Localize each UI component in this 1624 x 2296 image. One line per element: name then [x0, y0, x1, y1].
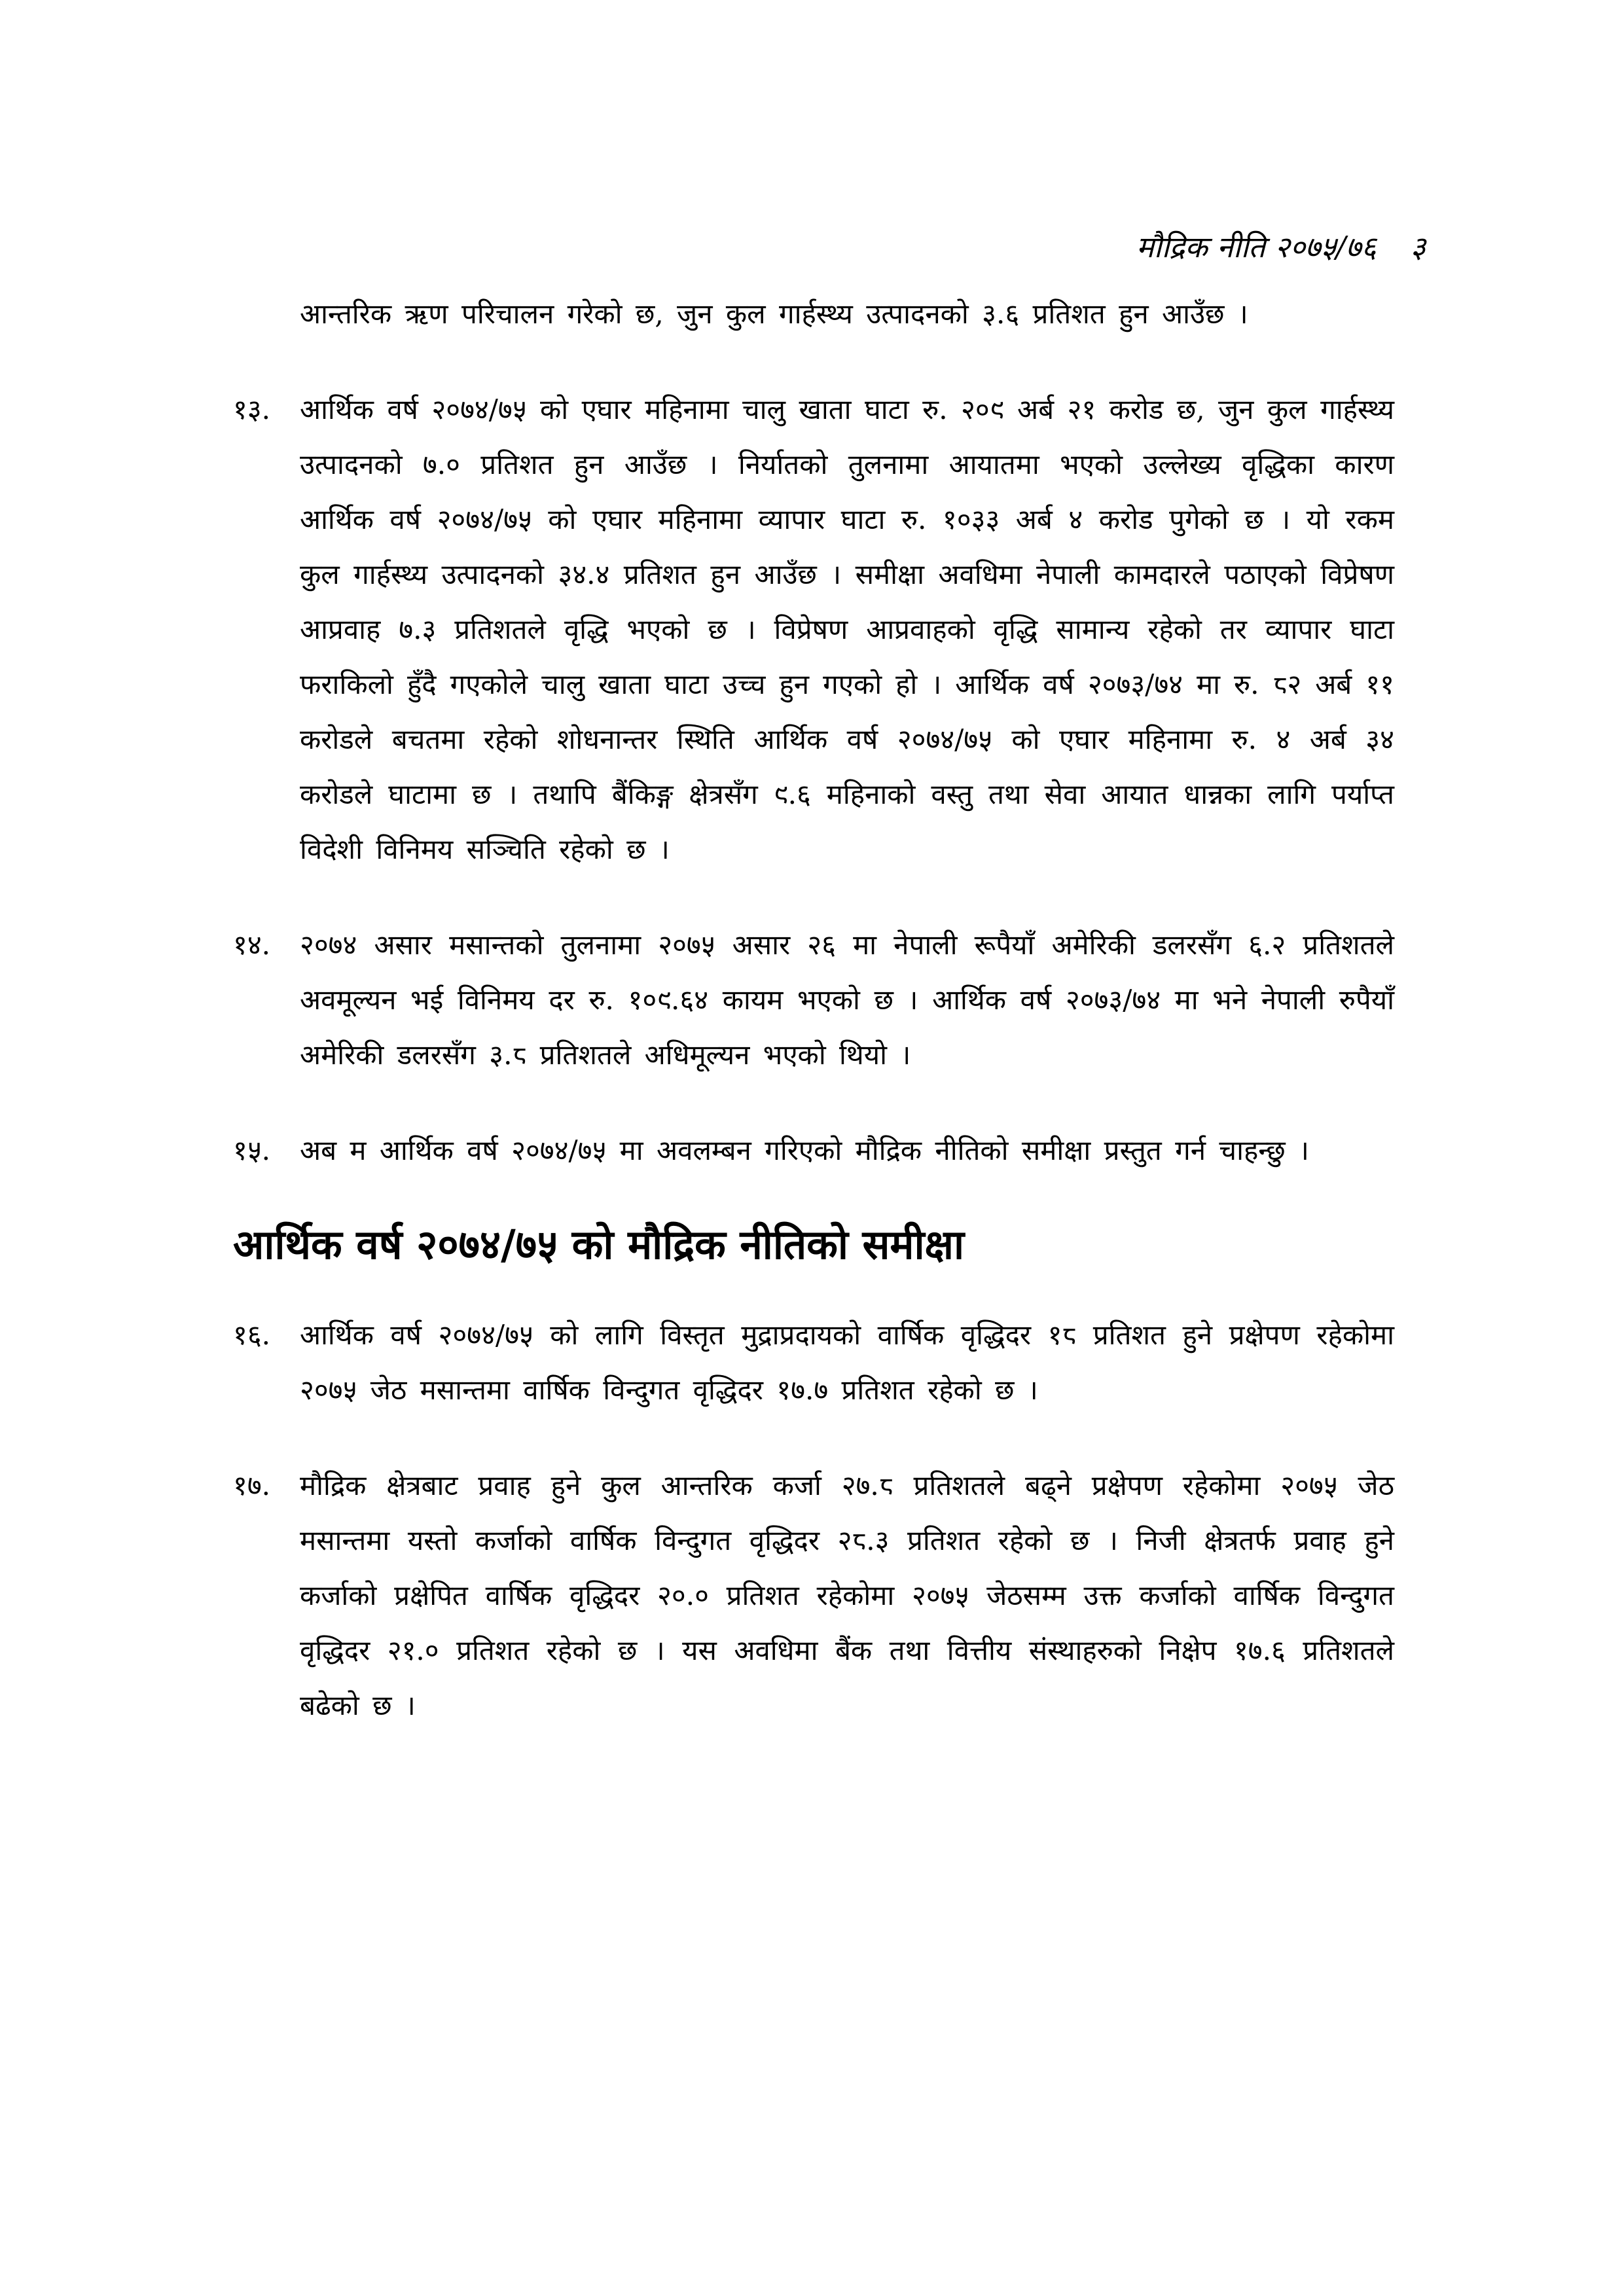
paragraph-number: १३. — [233, 393, 271, 425]
paragraph-text: आर्थिक वर्ष २०७४/७५ को एघार महिनामा चालु खाता घाटा रु. २०९ अर्ब २१ करोड छ, जुन कुल गार्हस्थ्य उत्पादनको ७.० प्रतिशत हुन आउँछ । निर्यातको तुलनामा आयातमा भएको उल्लेख्य वृद्धिका कारण आर्थिक वर्ष २०७४/७५ को एघार महिनामा व्यापार घाटा रु. १०३३ अर्ब ४ करोड पुगेको छ । यो रकम कुल गार्हस्थ्य उत्पादनको ३४.४ प्रतिशत हुन आउँछ । समीक्षा अवधिमा नेपाली कामदारले पठाएको विप्रेषण आप्रवाह ७.३ प्रतिशतले वृद्धि भएको छ । विप्रेषण आप्रवाहको वृद्धि सामान्य रहेको तर व्यापार घाटा फराकिलो हुँदै गएकोले चालु खाता घाटा उच्च हुन गएको हो । आर्थिक वर्ष २०७३/७४ मा रु. ८२ अर्ब ११ करोडले बचतमा रहेको शोधनान्तर स्थिति आर्थिक वर्ष २०७४/७५ को एघार महिनामा रु. ४ अर्ब ३४ करोडले घाटामा छ । तथापि बैंकिङ्ग क्षेत्रसँग ९.६ महिनाको वस्तु तथा सेवा आयात धान्नका लागि पर्याप्त विदेशी विनिमय सञ्चिति रहेको छ । — [300, 393, 1394, 865]
paragraph-text: अब म आर्थिक वर्ष २०७४/७५ मा अवलम्बन गरिएको मौद्रिक नीतिको समीक्षा प्रस्तुत गर्न चाहन्छु । — [300, 1134, 1309, 1166]
paragraph-number: १४. — [233, 929, 271, 961]
paragraph-text: २०७४ असार मसान्तको तुलनामा २०७५ असार २६ मा नेपाली रूपैयाँ अमेरिकी डलरसँग ६.२ प्रतिशतले अवमूल्यन भई विनिमय दर रु. १०९.६४ कायम भएको छ । आर्थिक वर्ष २०७३/७४ मा भने नेपाली रुपैयाँ अमेरिकी डलरसँग ३.८ प्रतिशतले अधिमूल्यन भएको थियो । — [300, 929, 1394, 1071]
page-content — [233, 287, 1394, 1774]
paragraph-number: १७. — [233, 1469, 271, 1501]
paragraph-text: आर्थिक वर्ष २०७४/७५ को लागि विस्तृत मुद्राप्रदायको वार्षिक वृद्धिदर १८ प्रतिशत हुने प्रक्षेपण रहेकोमा २०७५ जेठ मसान्तमा वार्षिक विन्दुगत वृद्धिदर १७.७ प्रतिशत रहेको छ । — [300, 1319, 1394, 1406]
paragraph-continuation — [233, 287, 1394, 342]
page-header — [1136, 228, 1426, 267]
paragraph-17 — [233, 1458, 1394, 1733]
paragraph-text: मौद्रिक क्षेत्रबाट प्रवाह हुने कुल आन्तरिक कर्जा २७.८ प्रतिशतले बढ्ने प्रक्षेपण रहेकोमा २०७५ जेठ मसान्तमा यस्तो कर्जाको वार्षिक विन्दुगत वृद्धिदर २८.३ प्रतिशत रहेको छ । निजी क्षेत्रतर्फ प्रवाह हुने कर्जाको प्रक्षेपित वार्षिक वृद्धिदर २०.० प्रतिशत रहेकोमा २०७५ जेठसम्म उक्त कर्जाको वार्षिक विन्दुगत वृद्धिदर २१.० प्रतिशत रहेको छ । यस अवधिमा बैंक तथा वित्तीय संस्थाहरुको निक्षेप १७.६ प्रतिशतले बढेको छ । — [300, 1469, 1394, 1721]
section-heading: आर्थिक वर्ष २०७४/७५ को मौद्रिक नीतिको समीक्षा — [233, 1221, 965, 1268]
paragraph-text: आन्तरिक ऋण परिचालन गरेको छ, जुन कुल गार्हस्थ्य उत्पादनको ३.६ प्रतिशत हुन आउँछ । — [300, 298, 1248, 330]
paragraph-13 — [233, 382, 1394, 877]
running-title: मौद्रिक नीति २०७५/७६ — [1136, 230, 1377, 264]
page-number: ३ — [1410, 230, 1426, 264]
paragraph-15 — [233, 1123, 1394, 1178]
paragraph-14 — [233, 918, 1394, 1083]
paragraph-number: १५. — [233, 1134, 271, 1166]
paragraph-16 — [233, 1308, 1394, 1418]
paragraph-number: १६. — [233, 1319, 271, 1351]
